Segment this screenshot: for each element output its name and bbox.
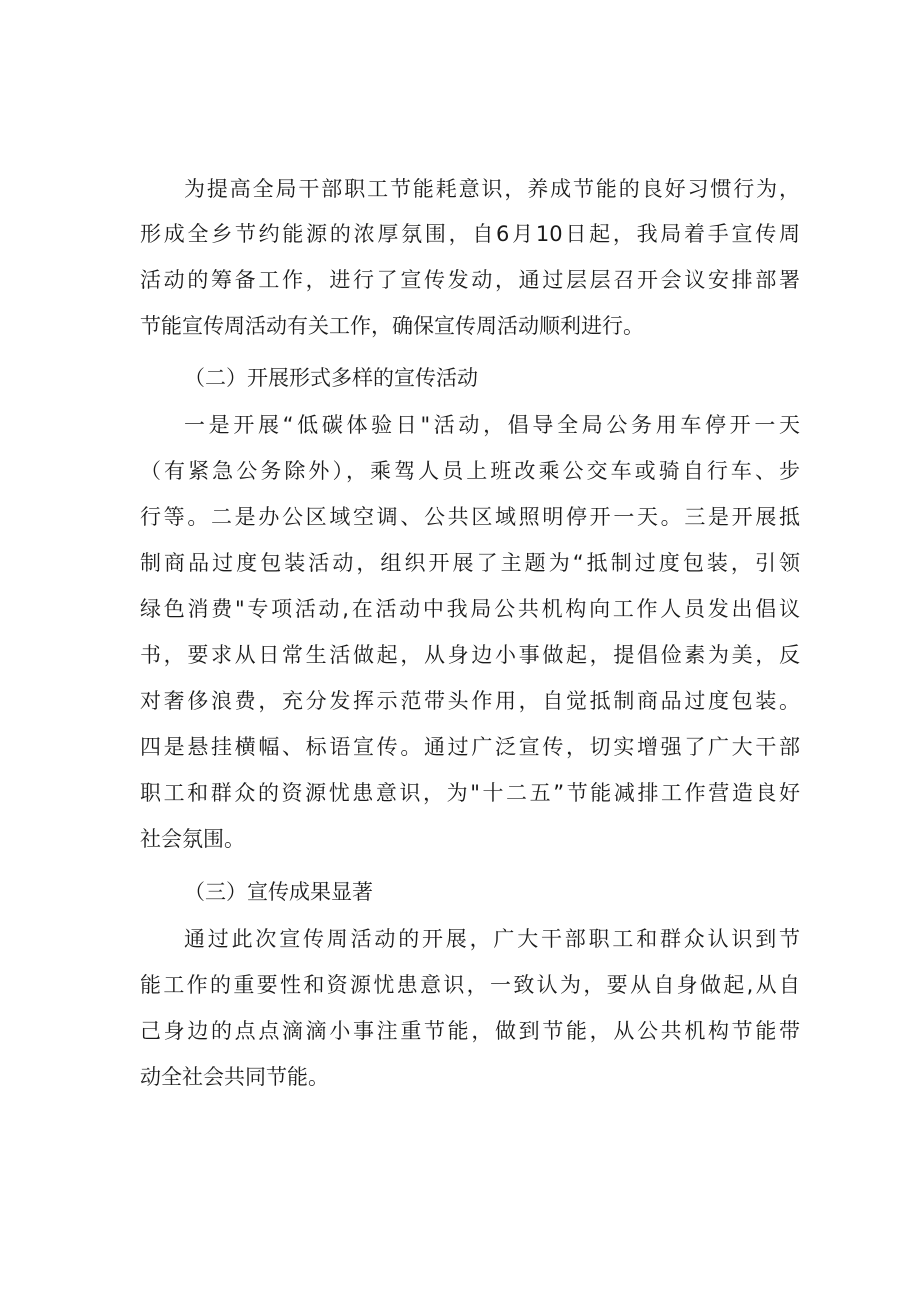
- paragraph-3-line-3: 己身边的点点滴滴小事注重节能，做到节能，从公共机构节能带: [140, 1019, 800, 1043]
- paragraph-2-line-7: 对奢侈浪费，充分发挥示范带头作用，自觉抵制商品过度包装。: [140, 689, 800, 713]
- paragraph-2-line-2: （有紧急公务除外），乘驾人员上班改乘公交车或骑自行车、步: [140, 459, 800, 483]
- paragraph-2-line-5: 绿色消费"专项活动,在活动中我局公共机构向工作人员发出倡议: [140, 597, 800, 621]
- paragraph-1-line-4: 节能宣传周活动有关工作，确保宣传周活动顺利进行。: [140, 314, 644, 338]
- paragraph-2-line-3: 行等。二是办公区域空调、公共区域照明停开一天。三是开展抵: [140, 505, 800, 529]
- paragraph-1-line-2: 形成全乡节约能源的浓厚氛围，自6月10日起，我局着手宣传周: [140, 222, 800, 246]
- paragraph-3-line-1: 通过此次宣传周活动的开展，广大干部职工和群众认识到节: [184, 927, 800, 951]
- paragraph-3-line-4: 动全社会共同节能。: [140, 1065, 329, 1089]
- section-heading-3: （三）宣传成果显著: [184, 880, 373, 904]
- paragraph-2-line-4: 制商品过度包装活动，组织开展了主题为“抵制过度包装，引领: [140, 551, 800, 575]
- paragraph-1-line-3: 活动的筹备工作，进行了宣传发动，通过层层召开会议安排部署: [140, 268, 800, 292]
- section-heading-2: （二）开展形式多样的宣传活动: [184, 366, 478, 390]
- paragraph-2-line-1: 一是开展“低碳体验日"活动，倡导全局公务用车停开一天: [184, 413, 800, 437]
- paragraph-2-line-6: 书，要求从日常生活做起，从身边小事做起，提倡俭素为美，反: [140, 643, 800, 667]
- paragraph-2-line-10: 社会氛围。: [140, 827, 245, 851]
- paragraph-1-line-1: 为提高全局干部职工节能耗意识，养成节能的良好习惯行为，: [184, 177, 800, 201]
- paragraph-2-line-8: 四是悬挂横幅、标语宣传。通过广泛宣传，切实增强了广大干部: [140, 735, 800, 759]
- paragraph-2-line-9: 职工和群众的资源忧患意识，为"十二五”节能减排工作营造良好: [140, 781, 800, 805]
- paragraph-3-line-2: 能工作的重要性和资源忧患意识，一致认为，要从自身做起,从自: [140, 973, 800, 997]
